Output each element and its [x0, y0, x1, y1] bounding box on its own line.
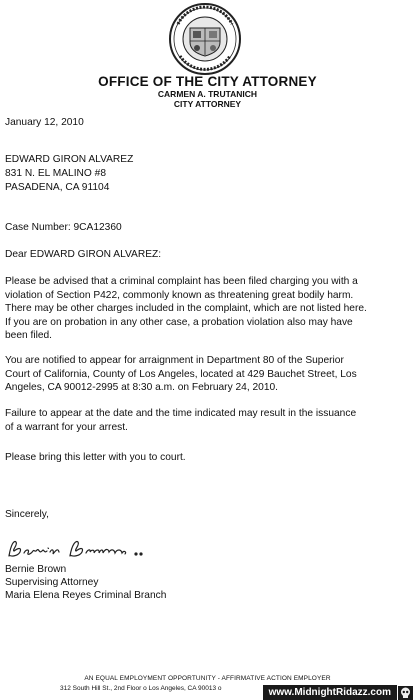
paragraph-line: If you are on probation in any other case, a probation violation also may have	[5, 316, 353, 328]
skull-icon	[398, 686, 413, 700]
watermark: www.MidnightRidazz.com	[263, 685, 397, 700]
closing: Sincerely,	[5, 509, 49, 520]
paragraph-line: There may be other charges included in the complaint, which are not listed here.	[5, 303, 367, 314]
paragraph-line: You are notified to appear for arraignment in Department 80 of the Superior	[5, 355, 344, 366]
paragraph-line: violation of Section P422, commonly known as threatening great bodily harm.	[5, 289, 354, 301]
case-number: Case Number: 9CA12360	[5, 222, 122, 233]
signer-name: Bernie Brown	[5, 564, 67, 575]
paragraph-line: Court of California, County of Los Angeles, located at 429 Bauchet Street, Los	[5, 368, 357, 380]
letter-date: January 12, 2010	[5, 117, 84, 128]
paragraph-line: Failure to appear at the date and the time indicated may result in the issuance	[5, 408, 357, 419]
paragraph-warning	[5, 407, 415, 434]
salutation: Dear EDWARD GIRON ALVAREZ:	[5, 249, 162, 260]
signature	[6, 536, 156, 562]
letterhead-attorney-name: CARMEN A. TRUTANICH	[157, 89, 258, 99]
paragraph-complaint	[5, 275, 415, 343]
paragraph-line: been filed.	[5, 330, 53, 341]
signer-branch: Maria Elena Reyes Criminal Branch	[5, 590, 167, 601]
city-seal-icon	[166, 2, 244, 76]
paragraph-bring-letter: Please bring this letter with you to court.	[5, 452, 186, 463]
recipient-city: PASADENA, CA 91104	[5, 182, 110, 193]
footer-eeo: AN EQUAL EMPLOYMENT OPPORTUNITY - AFFIRMATIVE ACTION EMPLOYER	[84, 675, 331, 682]
signer-title: Supervising Attorney	[5, 577, 99, 588]
paragraph-line: Angeles, CA 90012-2995 at 8:30 a.m. on February 24, 2010.	[5, 382, 278, 393]
recipient-street: 831 N. EL MALINO #8	[5, 168, 106, 179]
paragraph-line: Please be advised that a criminal complaint has been filed charging you with a	[5, 276, 358, 287]
paragraph-arraignment	[5, 354, 415, 395]
footer-address: 312 South Hill St., 2nd Floor o Los Angeles, CA 90013 o	[60, 685, 222, 692]
letterhead-attorney-title: CITY ATTORNEY	[173, 99, 242, 109]
letterhead-office: OFFICE OF THE CITY ATTORNEY	[98, 74, 317, 89]
paragraph-line: of a warrant for your arrest.	[5, 421, 128, 433]
recipient-name: EDWARD GIRON ALVAREZ	[5, 154, 134, 165]
